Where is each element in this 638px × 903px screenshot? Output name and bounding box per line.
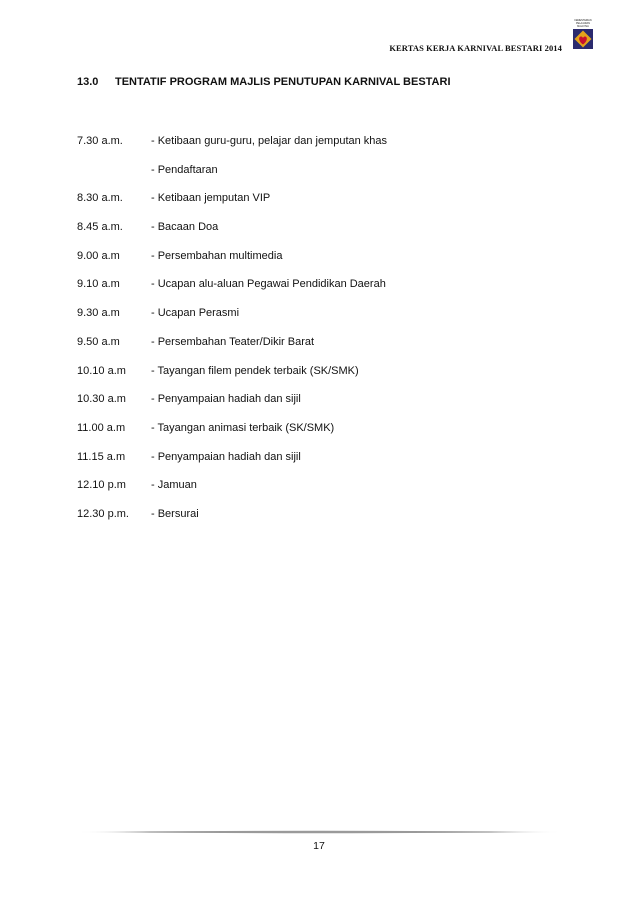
schedule-time: 9.50 a.m (77, 335, 120, 348)
schedule-time: 11.00 a.m (77, 421, 126, 434)
schedule-activity: - Bacaan Doa (151, 221, 219, 234)
schedule-row (77, 218, 537, 247)
schedule-time: 12.30 p.m. (77, 507, 129, 520)
footer-divider (77, 829, 562, 835)
schedule-row (77, 161, 537, 190)
page-number: 17 (313, 840, 325, 852)
schedule-activity: - Penyampaian hadiah dan sijil (151, 450, 301, 463)
section-title: TENTATIF PROGRAM MAJLIS PENUTUPAN KARNIVAL BESTARI (115, 76, 451, 88)
section-number: 13.0 (77, 76, 99, 88)
schedule-row (77, 476, 537, 505)
document-header-title: KERTAS KERJA KARNIVAL BESTARI 2014 (389, 43, 562, 53)
logo-text-line-1: KEMENTERIAN (574, 19, 592, 23)
schedule-activity: - Ketibaan jemputan VIP (151, 192, 271, 205)
schedule-row (77, 275, 537, 304)
schedule-activity: - Ucapan alu-aluan Pegawai Pendidikan Daerah (151, 278, 386, 291)
schedule-activity: - Tayangan filem pendek terbaik (SK/SMK) (151, 364, 359, 377)
schedule-time: 12.10 p.m (77, 479, 126, 492)
schedule-activity: - Persembahan multimedia (151, 249, 283, 262)
schedule-row (77, 419, 537, 448)
schedule-time: 10.10 a.m (77, 364, 126, 377)
schedule-time: 10.30 a.m (77, 393, 126, 406)
schedule-activity: - Ketibaan guru-guru, pelajar dan jemputan khas (151, 135, 388, 147)
schedule-activity: - Ucapan Perasmi (151, 307, 240, 320)
schedule-row (77, 247, 537, 276)
schedule-time: 8.45 a.m. (77, 221, 123, 234)
schedule-row (77, 362, 537, 391)
schedule-activity: - Jamuan (151, 479, 197, 492)
schedule-activity: - Penyampaian hadiah dan sijil (151, 393, 301, 406)
logo-text-line-2: PELAJARAN (576, 22, 590, 26)
schedule-time: 9.00 a.m (77, 249, 120, 262)
schedule-time: 8.30 a.m. (77, 192, 123, 205)
ministry-logo (570, 18, 596, 50)
schedule-time: 9.10 a.m (77, 278, 120, 291)
schedule-activity: - Persembahan Teater/Dikir Barat (151, 335, 315, 348)
logo-text-line-3: MALAYSIA (577, 25, 589, 29)
schedule-list (77, 132, 537, 534)
schedule-row (77, 189, 537, 218)
schedule-activity: - Tayangan animasi terbaik (SK/SMK) (151, 421, 335, 434)
schedule-row (77, 448, 537, 477)
schedule-time: 11.15 a.m (77, 450, 126, 463)
schedule-activity: - Pendaftaran (151, 163, 218, 176)
schedule-row (77, 333, 537, 362)
schedule-row (77, 505, 537, 534)
schedule-row (77, 390, 537, 419)
section-heading (77, 76, 451, 88)
schedule-row (77, 304, 537, 333)
schedule-time: 7.30 a.m. (77, 135, 123, 147)
schedule-activity: - Bersurai (151, 507, 199, 520)
schedule-time: 9.30 a.m (77, 307, 120, 320)
schedule-row (77, 132, 537, 161)
